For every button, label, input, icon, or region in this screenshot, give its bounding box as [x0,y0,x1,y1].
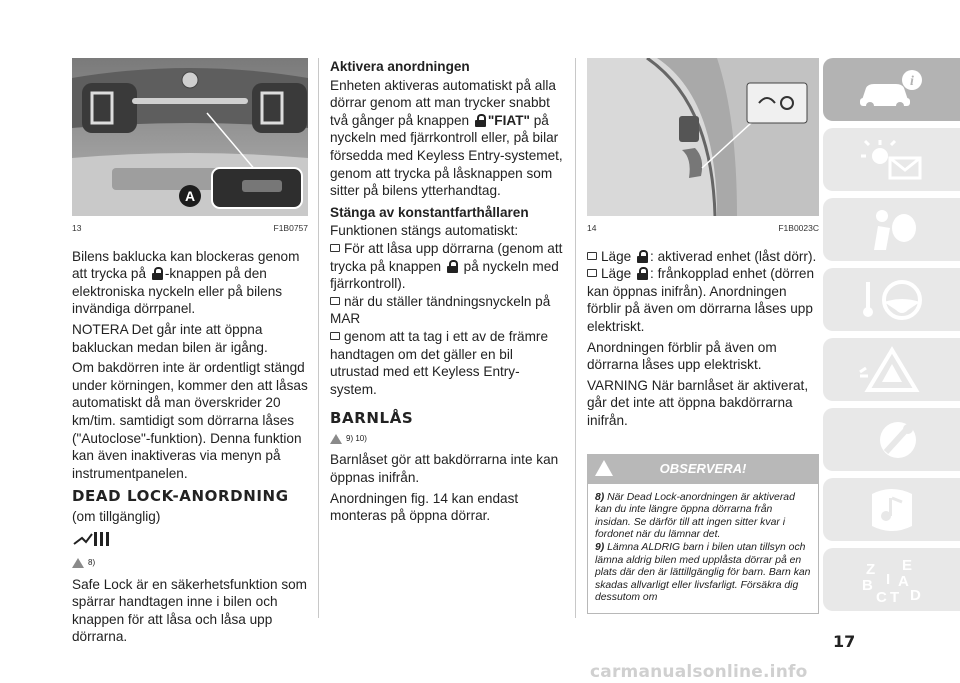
figure-code: F1B0757 [273,223,308,233]
checkbox-bullet-icon [330,332,340,340]
heading-deactivate: Stänga av konstantfarthållaren [330,204,529,220]
multimedia-icon [856,486,928,534]
svg-text:E: E [901,556,912,574]
steering-wheel-icon [856,276,928,324]
warning-lights-icon [856,136,928,184]
warning-triangle-icon [72,558,84,568]
paragraph-child-lock: Barnlåset gör att bakdörrarna inte kan öppnas inifrån. [330,452,559,486]
column-1 [72,58,308,649]
lock-icon [475,114,486,127]
checkbox-bullet-icon [587,269,597,277]
svg-text:A: A [897,572,909,590]
tab-maintenance[interactable] [823,408,960,471]
svg-text:I: I [885,570,890,588]
paragraph-safe-lock: Safe Lock är en säkerhetsfunktion som spärrar handtagen inne i bilen och knappen för att låsa och låsa upp dörrarna. [72,576,307,645]
figure-number: 14 [587,223,597,233]
lock-open-icon [637,267,648,280]
paragraph-tailgate: Bilens baklucka kan blockeras genom att trycka på -knappen på den elektroniska nyckeln eller på bilens invändiga dörrpanel. [72,248,300,317]
list-item: när du ställer tändningsnyckeln på MAR [330,293,551,327]
figure-14-door-image [587,58,819,216]
warning-reference: 8) [72,554,308,572]
car-info-icon [856,66,928,114]
warning-triangle-icon [330,434,342,444]
index-letters-icon [856,556,928,604]
figure-number: 13 [72,223,82,233]
list-item: Läge : frånkopplad enhet (dörren kan öppnas inifrån). Anordningen förblir på även om dörrarna låses upp elektriskt. [587,266,815,334]
list-item: Läge : aktiverad enhet (låst dörr). [587,248,819,266]
safety-airbag-icon [856,206,928,254]
list-item: genom att ta tag i ett av de främre handtagen om det gäller en bil utrustad med ett Keyless Entry-system. [330,328,549,397]
tab-emergency[interactable] [823,338,960,401]
figure-13-tailgate-image [72,58,308,216]
heading-child-lock: BARNLÅS [330,409,414,428]
maintenance-wrench-icon [856,416,928,464]
paragraph-child-lock-fig: Anordningen fig. 14 kan endast monteras på öppna dörrar. [330,490,519,524]
column-2 [330,58,565,528]
unlock-icon [447,260,458,273]
paragraph-warning: VARNING När barnlåset är aktiverat, går det inte att öppna bakdörrarna inifrån. [587,377,809,428]
svg-text:C: C [875,588,887,604]
checkbox-bullet-icon [330,297,340,305]
lock-icon [152,267,163,280]
column-divider [575,58,576,618]
emergency-triangle-icon [856,346,928,394]
notice-box [587,484,819,614]
svg-text:i: i [909,73,914,89]
notice-item: 9) Lämna ALDRIG barn i bilen utan tillsyn och lämna aldrig bilen med upplåsta dörrar på en plats där den är lättillgänglig för barn. Barn kan skadas allvarligt eller livsfarligt. Försäkra dig dessutom om [595,541,811,604]
notice-header [587,454,819,484]
tab-warning-lights[interactable] [823,128,960,191]
dead-lock-availability: (om tillgänglig) [72,508,161,524]
heading-activate: Aktivera anordningen [330,59,470,74]
column-3 [587,58,819,614]
warning-reference: 9) 10) [330,430,565,448]
checkbox-bullet-icon [587,252,597,260]
page-number: 17 [833,632,856,651]
tab-start-driving[interactable] [823,268,960,331]
notice-item: 8) När Dead Lock-anordningen är aktiverad kan du inte längre öppna dörrarna från insidan. Se därför till att ingen sitter kvar i fordonet när du lämnar det. [595,491,795,541]
figure-caption [587,220,819,238]
svg-text:T: T [889,588,899,604]
tab-car-info[interactable] [823,58,960,121]
checkbox-bullet-icon [330,244,340,252]
chapter-sidebar [823,58,960,613]
notice-title: OBSERVERA! [659,460,747,476]
svg-text:B: B [861,576,873,594]
lock-closed-icon [637,250,648,263]
tab-multimedia[interactable] [823,478,960,541]
dead-lock-icon [72,530,308,553]
paragraph-note: NOTERA Det går inte att öppna bakluckan medan bilen är igång. [72,321,268,355]
warning-triangle-icon [595,460,613,476]
figure-caption [72,220,308,238]
heading-dead-lock: DEAD LOCK-ANORDNING [72,487,289,506]
watermark: carmanualsonline.info [590,662,808,682]
figure-code: F1B0023C [778,223,819,233]
tab-safety[interactable] [823,198,960,261]
svg-text:D: D [909,586,921,604]
list-item: För att låsa upp dörrarna (genom att trycka på knappen på nyckeln med fjärrkontroll). [330,240,563,292]
figure-callout-a: A [184,188,196,204]
paragraph-deactivate-intro: Funktionen stängs automatiskt: [330,223,519,239]
tab-index[interactable] [823,548,960,611]
column-divider [318,58,319,618]
paragraph-electric-unlock: Anordningen förblir på även om dörrarna låses upp elektriskt. [587,339,777,373]
paragraph-autoclose: Om bakdörren inte är ordentligt stängd under körningen, kommer den att låsas automatiskt då man överskrider 20 km/tim. samtidigt som dörrarna låses ("Autoclose"-funktion). Denna funktion kan även inaktiveras via menyn på instrumentpanelen. [72,360,308,481]
svg-text:Z: Z [865,560,875,578]
paragraph-activate: Enheten aktiveras automatiskt på alla dörrar genom att man trycker snabbt två gånger på knappen "FIAT" på nyckeln med fjärrkontroll eller, på bilar försedda med Keyless Entry-systemet, genom att trycka på låsknappen som sitter på bilens ytterhandtag. [330,77,563,199]
